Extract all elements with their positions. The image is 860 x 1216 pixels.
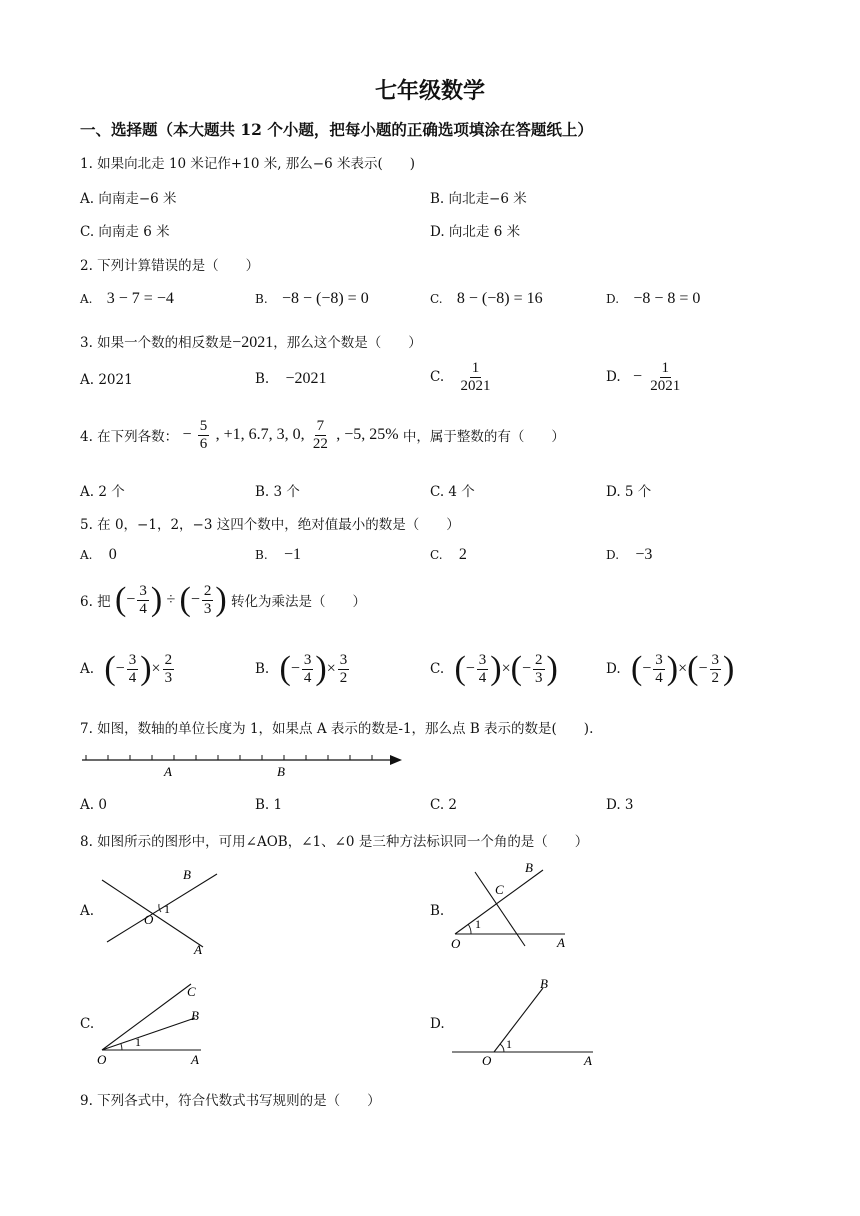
numerator: 2 bbox=[164, 652, 173, 668]
q6-option-c[interactable] bbox=[430, 652, 558, 686]
times-sign: × bbox=[326, 660, 336, 677]
option-label: A. bbox=[80, 661, 95, 677]
fraction bbox=[653, 652, 665, 686]
paren: ( bbox=[454, 650, 466, 687]
point-o-label: O bbox=[97, 1052, 107, 1067]
denominator: 3 bbox=[164, 669, 173, 686]
option-label: D. bbox=[606, 548, 620, 562]
q5-option-a[interactable] bbox=[80, 546, 117, 564]
paren: ) bbox=[723, 650, 735, 687]
q7-option-b[interactable]: B. 1 bbox=[255, 797, 283, 813]
fraction bbox=[163, 652, 175, 686]
minus-sign: − bbox=[182, 426, 192, 443]
page-title: 七年级数学 bbox=[374, 78, 485, 104]
q3-option-b[interactable] bbox=[255, 370, 327, 388]
numerator: 3 bbox=[128, 652, 137, 668]
numerator: 3 bbox=[303, 652, 312, 668]
q1-option-d[interactable]: D. 向北走 6 米 bbox=[430, 224, 521, 240]
point-a-label: A bbox=[191, 1052, 199, 1067]
denominator: 2021 bbox=[650, 377, 681, 394]
ray-ob bbox=[107, 874, 217, 942]
fraction bbox=[477, 652, 489, 686]
option-value: 0 bbox=[108, 546, 117, 563]
q7-stem: 7. 如图，数轴的单位长度为 1，如果点 A 表示的数是-1，那么点 B 表示的数是( ). bbox=[80, 721, 594, 737]
fraction bbox=[127, 652, 139, 686]
stem-text: 6. 把 bbox=[80, 594, 111, 610]
paren: ) bbox=[140, 650, 152, 687]
fraction bbox=[137, 583, 149, 617]
point-b-label: B bbox=[525, 860, 533, 875]
point-a-label: A bbox=[557, 935, 565, 950]
q3-option-c[interactable] bbox=[430, 360, 494, 394]
angle-1-label: 1 bbox=[506, 1037, 512, 1051]
numerator: 3 bbox=[655, 652, 663, 668]
stem-text: 3. 如果一个数的相反数是 bbox=[80, 335, 233, 351]
denominator: 3 bbox=[535, 669, 543, 686]
q4-option-b[interactable]: B. 3 个 bbox=[255, 484, 300, 500]
point-o-label: O bbox=[482, 1053, 492, 1068]
minus-sign: − bbox=[698, 660, 708, 677]
option-expression: −8 − 8 = 0 bbox=[633, 290, 701, 307]
option-expression: 3 − 7 = −4 bbox=[106, 290, 174, 307]
option-label: D. bbox=[606, 661, 621, 677]
option-value: −3 bbox=[635, 546, 653, 563]
numerator: 3 bbox=[478, 652, 487, 668]
paren: ) bbox=[546, 650, 558, 687]
fraction bbox=[202, 583, 214, 617]
option-label: C. bbox=[430, 292, 443, 306]
q5-stem: 5. 在 0，−1，2，−3 这四个数中，绝对值最小的数是（ ） bbox=[80, 517, 460, 533]
minus-sign: − bbox=[521, 660, 532, 677]
divide-sign: ÷ bbox=[166, 591, 176, 608]
numerator: 3 bbox=[139, 583, 147, 599]
number-line-figure bbox=[78, 745, 408, 785]
option-expression: 8 − (−8) = 16 bbox=[456, 290, 543, 307]
option-label: A. bbox=[80, 548, 93, 562]
numerator: 7 bbox=[316, 418, 325, 434]
fraction bbox=[198, 418, 210, 452]
angle-1-label: 1 bbox=[135, 1035, 141, 1049]
q5-option-c[interactable] bbox=[430, 546, 467, 564]
option-label: B. bbox=[255, 292, 268, 306]
option-label: B. bbox=[255, 661, 270, 677]
stem-text: ，那么这个数是（ ） bbox=[273, 335, 422, 351]
point-a-label: A bbox=[194, 942, 202, 957]
option-expression: −8 − (−8) = 0 bbox=[281, 290, 369, 307]
denominator: 3 bbox=[203, 600, 212, 617]
option-label: D. bbox=[606, 369, 621, 385]
fraction bbox=[648, 360, 682, 394]
arrow-head-icon bbox=[390, 755, 402, 765]
number-list: , +1, 6.7, 3, 0, bbox=[215, 426, 305, 443]
ray-ob bbox=[494, 988, 543, 1052]
point-o-label: O bbox=[144, 912, 154, 927]
paren: ) bbox=[666, 650, 679, 687]
angle-arc bbox=[500, 1044, 504, 1052]
numerator: 1 bbox=[471, 360, 480, 376]
angle-arc bbox=[468, 924, 471, 934]
minus-sign: − bbox=[115, 660, 125, 677]
denominator: 4 bbox=[655, 669, 663, 686]
option-label: A. bbox=[80, 292, 93, 306]
fraction bbox=[338, 652, 350, 686]
option-label: C. bbox=[430, 661, 445, 677]
denominator: 2021 bbox=[460, 377, 491, 394]
numerator: 2 bbox=[203, 583, 212, 599]
paren: ) bbox=[490, 650, 502, 687]
stem-text: 中，属于整数的有（ ） bbox=[402, 429, 565, 445]
fraction bbox=[458, 360, 492, 394]
option-label: B. bbox=[255, 548, 268, 562]
paren: ) bbox=[315, 650, 327, 687]
paren: ( bbox=[510, 650, 522, 687]
point-a-label: A bbox=[164, 764, 172, 779]
times-sign: × bbox=[151, 660, 161, 677]
q8-figure-a bbox=[95, 862, 225, 962]
paren: ( bbox=[279, 650, 291, 687]
paren: ( bbox=[179, 581, 191, 618]
section-heading: 一、选择题（本大题共 12 个小题，把每小题的正确选项填涂在答题纸上） bbox=[80, 120, 593, 139]
point-b-label: B bbox=[277, 764, 285, 779]
q3-option-d[interactable] bbox=[606, 360, 684, 394]
q1-option-b[interactable]: B. 向北走−6 米 bbox=[430, 191, 527, 207]
option-label: C. bbox=[430, 548, 443, 562]
numerator: 1 bbox=[661, 360, 670, 376]
stem-text: 转化为乘法是（ ） bbox=[231, 594, 367, 610]
denominator: 22 bbox=[312, 435, 328, 452]
numerator: 3 bbox=[711, 652, 720, 668]
fraction bbox=[311, 418, 330, 452]
number-list: , −5, 25% bbox=[336, 426, 399, 443]
fraction bbox=[710, 652, 722, 686]
option-label: B. bbox=[255, 371, 270, 387]
numerator: 2 bbox=[535, 652, 543, 668]
denominator: 6 bbox=[199, 435, 208, 452]
minus-sign: − bbox=[190, 591, 200, 608]
q6-option-a[interactable] bbox=[80, 652, 176, 686]
q9-stem: 9. 下列各式中，符合代数式书写规则的是（ ） bbox=[80, 1093, 381, 1109]
numerator: 3 bbox=[339, 652, 348, 668]
q8-figure-c bbox=[95, 976, 215, 1071]
q8-option-a[interactable]: A. bbox=[80, 903, 95, 919]
point-b-label: B bbox=[191, 1008, 199, 1023]
q7-option-d[interactable]: D. 3 bbox=[606, 797, 634, 813]
fraction bbox=[302, 652, 314, 686]
denominator: 4 bbox=[128, 669, 137, 686]
ray-ob bbox=[102, 1018, 195, 1050]
q5-option-b[interactable] bbox=[255, 546, 301, 564]
q6-stem bbox=[80, 583, 366, 617]
option-value: 2 bbox=[458, 546, 467, 563]
angle-1-label: 1 bbox=[164, 902, 170, 916]
q1-stem: 1. 如果向北走 10 米记作+10 米, 那么−6 米表示( ) bbox=[80, 156, 416, 172]
q2-option-b[interactable] bbox=[255, 290, 369, 308]
q3-stem bbox=[80, 331, 422, 352]
minus-sign: − bbox=[290, 660, 300, 677]
q7-option-a[interactable]: A. 0 bbox=[80, 797, 107, 813]
point-o-label: O bbox=[451, 936, 461, 951]
paren: ( bbox=[630, 650, 643, 687]
paren: ( bbox=[687, 650, 699, 687]
q8-figure-d bbox=[447, 972, 597, 1072]
q8-figure-b bbox=[447, 858, 577, 958]
tick-marks bbox=[86, 755, 372, 760]
denominator: 4 bbox=[303, 669, 312, 686]
minus-sign: − bbox=[465, 660, 475, 677]
q2-option-a[interactable] bbox=[80, 290, 174, 308]
q4-option-a[interactable]: A. 2 个 bbox=[80, 484, 125, 500]
stem-value: −2021 bbox=[232, 334, 274, 351]
point-c-label: C bbox=[495, 882, 504, 897]
angle-arc bbox=[159, 904, 161, 912]
numerator: 5 bbox=[199, 418, 208, 434]
q2-option-d[interactable] bbox=[606, 290, 700, 308]
q4-option-d[interactable]: D. 5 个 bbox=[606, 484, 652, 500]
option-label: C. bbox=[430, 369, 445, 385]
paren: ) bbox=[150, 581, 163, 618]
q4-option-c[interactable]: C. 4 个 bbox=[430, 484, 475, 500]
q6-option-d[interactable] bbox=[606, 652, 734, 686]
denominator: 2 bbox=[711, 669, 720, 686]
paren: ) bbox=[215, 581, 227, 618]
angle-arc bbox=[121, 1044, 122, 1050]
q4-stem bbox=[80, 418, 565, 452]
point-b-label: B bbox=[540, 976, 548, 991]
denominator: 2 bbox=[339, 669, 348, 686]
fraction bbox=[533, 652, 545, 686]
denominator: 4 bbox=[478, 669, 487, 686]
q8-stem: 8. 如图所示的图形中，可用∠AOB，∠1、∠0 是三种方法标识同一个角的是（ ） bbox=[80, 834, 589, 850]
point-a-label: A bbox=[584, 1053, 592, 1068]
q2-stem: 2. 下列计算错误的是（ ） bbox=[80, 258, 260, 274]
q6-option-b[interactable] bbox=[255, 652, 351, 686]
q8-option-b[interactable]: B. bbox=[430, 903, 445, 919]
minus-sign: − bbox=[642, 660, 652, 677]
option-value: −1 bbox=[283, 546, 301, 563]
q3-option-a[interactable]: A. 2021 bbox=[80, 372, 133, 388]
ray-oc bbox=[102, 984, 191, 1050]
denominator: 4 bbox=[139, 600, 147, 617]
minus-sign: − bbox=[126, 591, 136, 608]
minus-sign: − bbox=[632, 368, 642, 385]
q8-option-d[interactable]: D. bbox=[430, 1016, 445, 1032]
angle-1-label: 1 bbox=[475, 917, 481, 931]
stem-text: 4. 在下列各数： bbox=[80, 429, 179, 445]
option-expression: −2021 bbox=[285, 370, 327, 387]
paren: ( bbox=[114, 581, 127, 618]
times-sign: × bbox=[678, 660, 688, 677]
q5-option-d[interactable] bbox=[606, 546, 652, 564]
point-c-label: C bbox=[187, 984, 196, 999]
q1-option-c[interactable]: C. 向南走 6 米 bbox=[80, 224, 170, 240]
q7-option-c[interactable]: C. 2 bbox=[430, 797, 458, 813]
q2-option-c[interactable] bbox=[430, 290, 543, 308]
q1-option-a[interactable]: A. 向南走−6 米 bbox=[80, 191, 177, 207]
point-b-label: B bbox=[183, 867, 191, 882]
option-label: D. bbox=[606, 292, 620, 306]
q8-option-c[interactable]: C. bbox=[80, 1016, 95, 1032]
times-sign: × bbox=[501, 660, 511, 677]
paren: ( bbox=[104, 650, 116, 687]
